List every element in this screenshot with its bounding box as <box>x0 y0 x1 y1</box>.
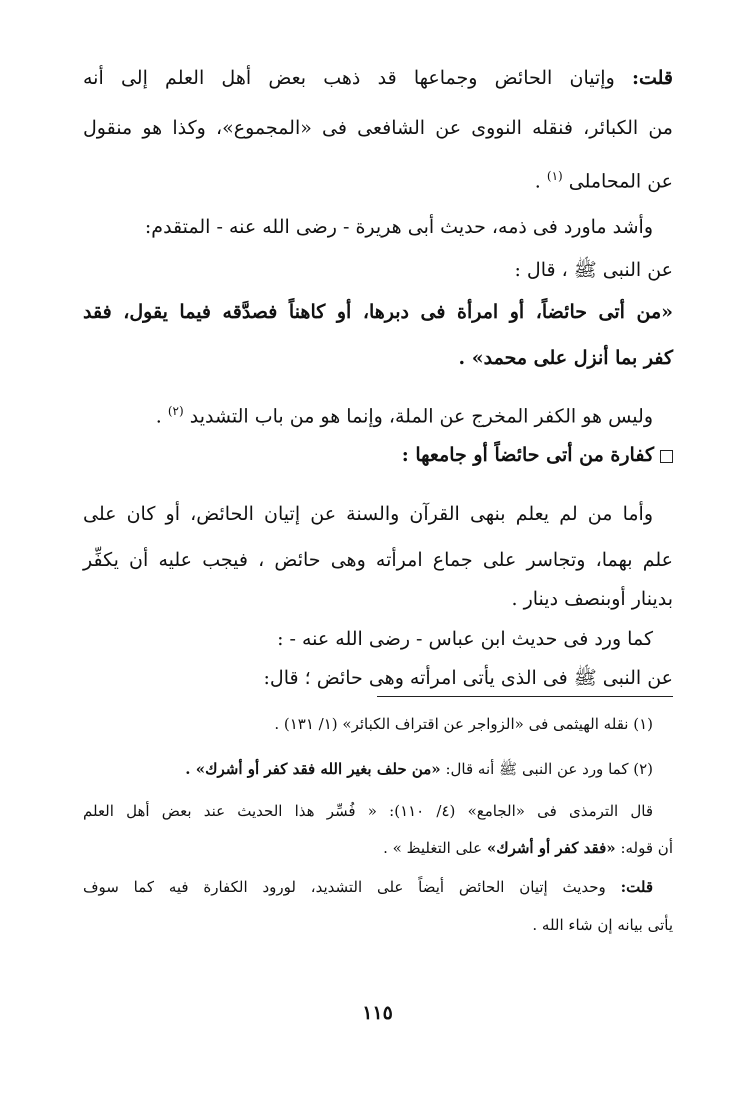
body-line: عن النبى ﷺ ، قال : <box>514 259 673 281</box>
body-line: عن المحاملى $^{(١)}$ . <box>534 169 673 193</box>
footnote-2: (٢) كما ورد عن النبى ﷺ أنه قال: «من حلف بغير الله فقد كفر أو أشرك» . <box>185 760 653 778</box>
footnote-line: أن قوله: «فقد كفر أو أشرك» على التغليظ » . <box>383 839 673 857</box>
body-line: من الكبائر، فنقله النووى عن الشافعى فى «المجموع»، وكذا هو منقول <box>83 117 673 139</box>
body-line: علم بهما، وتجاسر على جماع امرأته وهى حائض ، فيجب عليه أن يكفِّر <box>83 549 673 571</box>
qultu-label: قلت: <box>631 67 673 89</box>
square-bullet-icon <box>660 450 673 463</box>
hadith-line: «من أتى حائضاً، أو امرأة فى دبرها، أو كاهناً فصدَّقه فيما يقول، فقد <box>83 301 673 323</box>
body-line: قلت: وإتيان الحائض وجماعها قد ذهب بعض أهل العلم إلى أنه <box>83 67 673 89</box>
body-line: بدينار أوبنصف دينار . <box>511 588 673 610</box>
hadith-line: كفر بما أنزل على محمد» . <box>458 347 673 369</box>
footnote-line: قال الترمذى فى «الجامع» (٤/ ١١٠): « فُسِّر هذا الحديث عند بعض أهل العلم <box>83 802 654 820</box>
footnote-ref[interactable]: (١) <box>546 169 563 183</box>
body-line: وليس هو الكفر المخرج عن الملة، وإنما هو من باب التشديد $^{(٢)}$ . <box>155 404 653 428</box>
footnote-ref[interactable]: (٢) <box>167 404 184 418</box>
page-number: ١١٥ <box>362 1002 393 1024</box>
body-line: كما ورد فى حديث ابن عباس - رضى الله عنه - : <box>277 628 653 650</box>
footnote-line: يأتى بيانه إن شاء الله . <box>532 916 673 934</box>
section-heading: كفارة من أتى حائضاً أو جامعها : <box>83 441 673 469</box>
footnote-1: (١) نقله الهيثمى فى «الزواجر عن اقتراف الكبائر» (١/ ١٣١) . <box>274 715 653 733</box>
footnote-separator <box>377 696 673 697</box>
body-line: عن النبى ﷺ فى الذى يأتى امرأته وهى حائض ؛ قال: <box>263 667 673 689</box>
body-line: وأشد ماورد فى ذمه، حديث أبى هريرة - رضى الله عنه - المتقدم: <box>144 216 653 238</box>
footnote-line: قلت: وحديث إتيان الحائض أيضاً على التشديد، لورود الكفارة فيه كما سوف <box>83 878 653 896</box>
body-line: وأما من لم يعلم بنهى القرآن والسنة عن إتيان الحائض، أو كان على <box>83 503 653 525</box>
